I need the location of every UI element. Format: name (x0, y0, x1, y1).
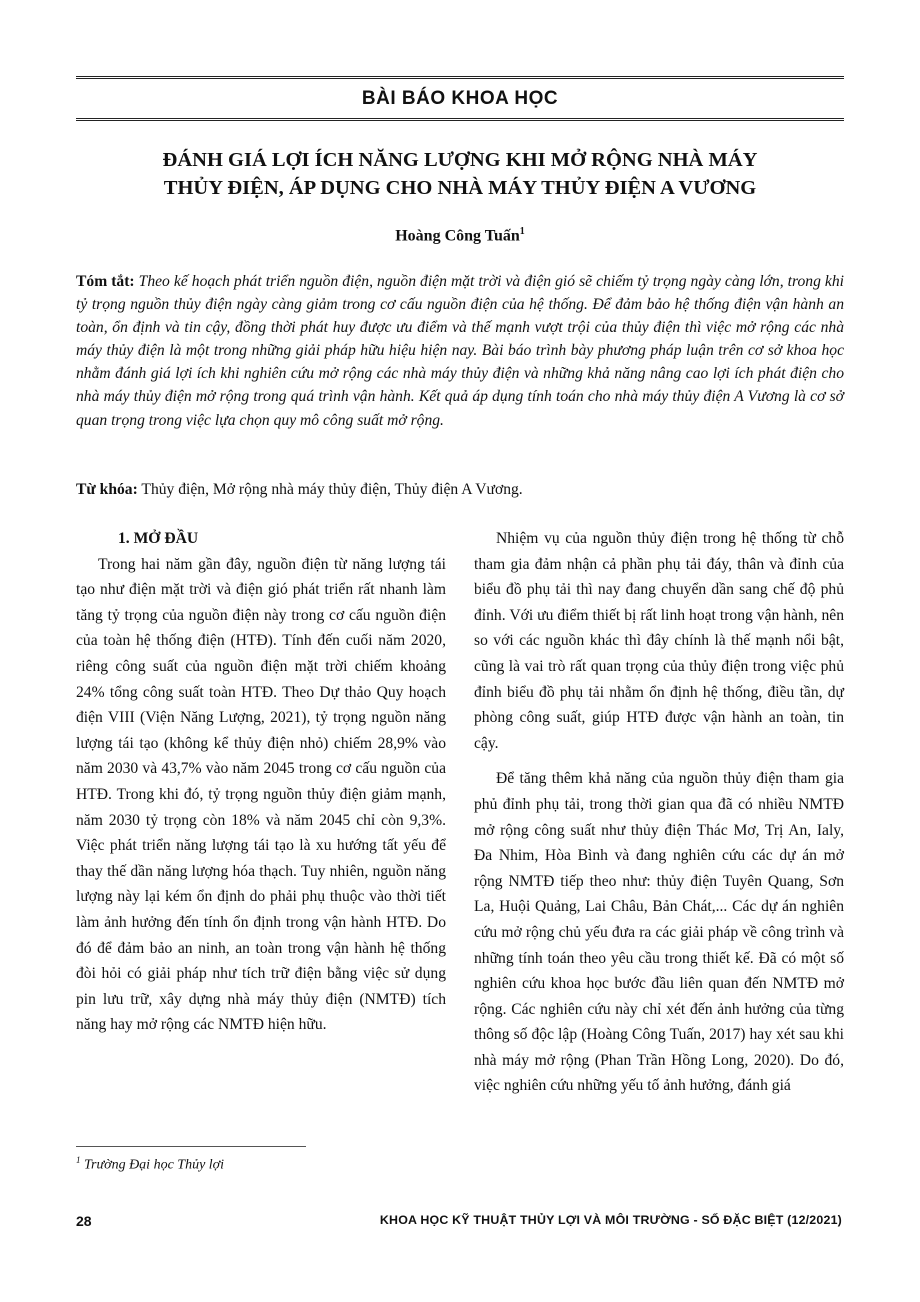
keywords (76, 479, 844, 501)
page-number: 28 (76, 1213, 92, 1229)
footnote-text: Trường Đại học Thủy lợi (84, 1157, 225, 1173)
keywords-text: Thủy điện, Mở rộng nhà máy thủy điện, Thủy điện A Vương. (141, 481, 523, 498)
section-heading: 1. MỞ ĐẦU (118, 530, 199, 547)
header-top-rule (76, 76, 844, 79)
article-title-line-1: ĐÁNH GIÁ LỢI ÍCH NĂNG LƯỢNG KHI MỞ RỘNG NHÀ MÁY (162, 149, 758, 171)
body-paragraph: Nhiệm vụ của nguồn thủy điện trong hệ thống từ chỗ tham gia đảm nhận cả phần phụ tải đáy, thân và đỉnh của biểu đồ phụ tải thì nay đang chuyển dần sang chế độ phủ đỉnh. Với ưu điểm thiết bị rất linh hoạt trong vận hành, nên so với các nguồn khác thì đây chính là thế mạnh nổi bật, cũng là vai trò rất quan trọng của thủy điện trong việc phủ đỉnh biểu đồ phụ tải nhằm ổn định hệ thống, điều tần, dự phòng công suất, giúp HTĐ được vận hành an toàn, tin cậy. (474, 530, 844, 752)
abstract (76, 270, 844, 432)
footnote-mark: 1 (76, 1155, 81, 1165)
footnote-divider (76, 1146, 306, 1147)
author-affiliation-mark: 1 (519, 226, 525, 237)
abstract-text: Theo kế hoạch phát triển nguồn điện, nguồn điện mặt trời và điện gió sẽ chiếm tỷ trọng ngày càng lớn, trong khi tỷ trọng nguồn thủy điện ngày càng giảm trong cơ cấu nguồn điện của hệ thống. Để đảm bảo hệ thống điện vận hành an toàn, ổn định và tin cậy, đồng thời phát huy được ưu điểm và thế mạnh vượt trội của thủy điện thì việc mở rộng các nhà máy thủy điện là một trong những giải pháp hữu hiệu hiện nay. Bài báo trình bày phương pháp luận trên cơ sở khoa học nhằm đánh giá lợi ích khi nghiên cứu mở rộng các nhà máy thủy điện và những khả năng nâng cao lợi ích phát điện cho nhà máy thủy điện mở rộng trong quá trình vận hành. Kết quả áp dụng tính toán cho nhà máy thủy điện A Vương là cơ sở quan trọng trong việc lựa chọn quy mô công suất mở rộng. (76, 273, 844, 429)
right-column (474, 526, 844, 1099)
article-title-line-2: THỦY ĐIỆN, ÁP DỤNG CHO NHÀ MÁY THỦY ĐIỆN A VƯƠNG (163, 177, 757, 199)
body-paragraph: Trong hai năm gần đây, nguồn điện từ năng lượng tái tạo như điện mặt trời và điện gió phát triển rất nhanh làm tăng tỷ trọng của nguồn điện này trong cơ cấu nguồn điện của toàn hệ thống điện (HTĐ). Tính đến cuối năm 2020, riêng công suất của nguồn điện mặt trời chiếm khoảng 24% tổng công suất toàn HTĐ. Theo Dự thảo Quy hoạch điện VIII (Viện Năng Lượng, 2021), tỷ trọng nguồn năng lượng tái tạo (không kể thủy điện nhỏ) chiếm 28,9% vào năm 2030 và 43,7% vào năm 2045 trong cơ cấu nguồn của HTĐ. Trong khi đó, tỷ trọng nguồn thủy điện giảm mạnh, năm 2030 tỷ trọng còn 18% và năm 2045 chỉ còn 9,3%. Việc phát triển năng lượng tái tạo là xu hướng tất yếu để thay thế dần năng lượng hóa thạch. Tuy nhiên, nguồn năng lượng này lại kém ổn định do phải phụ thuộc vào thời tiết làm ảnh hưởng đến tính ổn định trong vận hành HTĐ. Do đó để đảm bảo an ninh, an toàn trong vận hành hệ thống đòi hỏi có giải pháp như tích trữ điện bằng việc sử dụng pin lưu trữ, xây dựng nhà máy thủy điện (NMTĐ) tích năng hay mở rộng các NMTĐ hiện hữu. (76, 555, 446, 1034)
body-paragraph: Để tăng thêm khả năng của nguồn thủy điện tham gia phủ đỉnh phụ tải, trong thời gian qua đã có nhiều NMTĐ mở rộng công suất như thủy điện Thác Mơ, Trị An, Ialy, Đa Nhim, Hòa Bình và đang nghiên cứu các dự án mở rộng NMTĐ tiếp theo như: thủy điện Tuyên Quang, Sơn La, Huội Quảng, Lai Châu, Bản Chát,... Các dự án nghiên cứu mở rộng chủ yếu đưa ra các giải pháp về công trình và những tính toán theo yêu cầu trong thiết kế. Đã có một số nghiên cứu khoa học bước đầu liên quan đến NMTĐ mở rộng. Các nghiên cứu này chỉ xét đến ảnh hưởng của từng thông số độc lập (Hoàng Công Tuấn, 2017) hay xét sau khi nhà máy mở rộng (Phan Trần Hồng Long, 2020). Do đó, việc nghiên cứu những yếu tố ảnh hưởng, đánh giá (474, 770, 844, 1095)
author-name: Hoàng Công Tuấn (395, 227, 520, 245)
author (76, 226, 844, 245)
abstract-label: Tóm tắt: (76, 273, 135, 290)
keywords-label: Từ khóa: (76, 481, 138, 498)
article-title (100, 146, 820, 202)
header-bottom-rule (76, 118, 844, 121)
left-column (76, 526, 446, 1038)
footnote (76, 1155, 224, 1174)
journal-footer: KHOA HỌC KỸ THUẬT THỦY LỢI VÀ MÔI TRƯỜNG - SỐ ĐẶC BIỆT (12/2021) (379, 1213, 842, 1227)
section-label: BÀI BÁO KHOA HỌC (361, 88, 559, 109)
